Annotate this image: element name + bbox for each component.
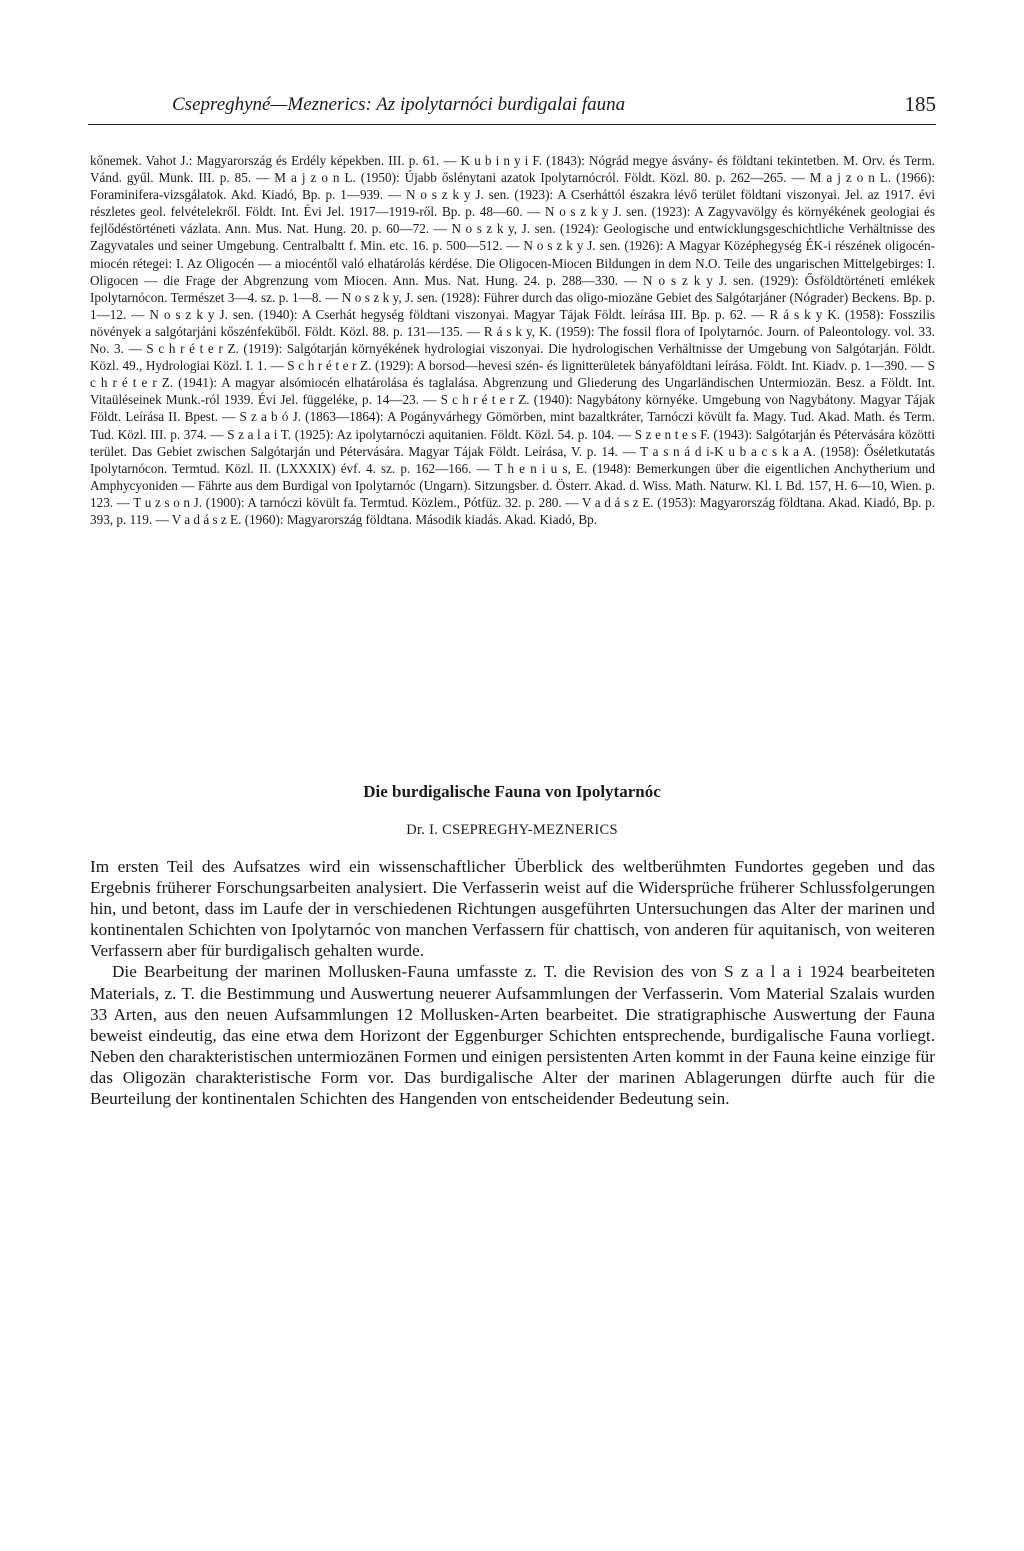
summary-paragraph-1: Im ersten Teil des Aufsatzes wird ein wissenschaftlicher Überblick des weltberühmten Fundortes gegeben und das Ergebnis früherer Forschungsarbeiten analysiert. Die Verfasserin weist auf die Widersprüche früherer Schlussfolgerungen hin, und betont, dass im Laufe der in verschiedenen Richtungen ausgeführten Untersuchungen das Alter der marinen und kontinentalen Schichten von Ipolytarnóc von manchen Verfassern für chattisch, von anderen für aquitanisch, von weiteren Verfassern aber für burdigalisch gehalten wurde. (90, 857, 935, 961)
summary-author: Dr. I. CSEPREGHY-MEZNERICS (406, 822, 618, 838)
summary-paragraph-2: Die Bearbeitung der marinen Mollusken-Fauna umfasste z. T. die Revision des von S z a l a i 1924 bearbeiteten Materials, z. T. die Bestimmung und Auswertung neuerer Aufsammlungen der Verfasserin. Vom Material Szalais wurden 33 Arten, aus den neuen Aufsammlungen 12 Mollusken-Arten bearbeitet. Die stratigraphische Auswertung der Fauna beweist eindeutig, das eine etwa dem Horizont der Eggenburger Schichten entsprechende, burdigalische Fauna vorliegt. Neben den charakteristischen untermiozänen Formen und einigen persistenten Arten kommt in der Fauna keine einzige für das Oligozän charakteristische Form vor. Das burdigalische Alter der marinen Ablagerungen dürfte auch für die Beurteilung der kontinentalen Schichten des Hangenden von entscheidender Bedeutung sein. (90, 962, 935, 1109)
page-number: 185 (904, 92, 936, 116)
running-header (88, 90, 936, 125)
references-list: kőnemek. Vahot J.: Magyarország és Erdély képekben. III. p. 61. — K u b i n y i F. (1843): Nógrád megye ásvány- és földtani tekintetben. M. Orv. és Term. Vánd. gyűl. Munk. III. p. 85. — M a j z o n L. (1950): Újabb őslénytani azatok Ipolytarnócról. Földt. Közl. 80. p. 262—265. — M a j z o n L. (1966): Foraminifera-vizsgálatok. Akd. Kiadó, Bp. p. 1—939. — N o s z k y J. sen. (1923): A Cserháttól északra lévő terület földtani viszonyai. Jel. az 1917. évi részletes geol. felvételekről. Földt. Int. Évi Jel. 1917—1919-ről. Bp. p. 48—60. — N o s z k y J. sen. (1923): A Zagyvavölgy és környékének geologiai és fejlődéstörténeti vázlata. Ann. Mus. Nat. Hung. 20. p. 60—72. — N o s z k y, J. sen. (1924): Geologische und entwicklungsgeschichtliche Verhältnisse des Zagyvatales und seiner Umgebung. Centralbaltt f. Min. etc. 16. p. 500—512. — N o s z k y J. sen. (1926): A Magyar Középhegység ÉK-i részének oligocén-miocén rétegei: I. Az Oligocén — a miocéntől való elhatárolás kérdése. Die Oligocen-Miocen Bildungen in dem N.O. Teile des ungarischen Mittelgebirges: I. Oligocen — die Frage der Abgrenzung vom Miocen. Ann. Mus. Nat. Hung. 24. p. 288—330. — N o s z k y J. sen. (1929): Ősföldtörténeti emlékek Ipolytarnócon. Természet 3—4. sz. p. 1—8. — N o s z k y, J. sen. (1928): Führer durch das oligo-miozäne Gebiet des Salgótarjáner (Nógrader) Beckens. Bp. p. 1—12. — N o s z k y J. sen. (1940): A Cserhát hegység földtani viszonyai. Magyar Tájak Földt. leírása III. Bp. p. 62. — R á s k y K. (1958): Fosszilis növények a salgótarjáni kőszénfekűből. Földt. Közl. 88. p. 131—135. — R á s k y, K. (1959): The fossil flora of Ipolytarnóc. Journ. of Paleontology. vol. 33. No. 3. — S c h r é t e r Z. (1919): Salgótarján környékének hydrologiai viszonyai. Die hydrologischen Verhältnisse der Umgebung von Salgótarján. Földt. Közl. 49., Hydrologiai Közl. I. 1. — S c h r é t e r Z. (1929): A borsod—hevesi szén- és lignitterületek bányaföldtani leírása. Földt. Int. Kiadv. p. 1—390. — S c h r é t e r Z. (1941): A magyar alsómiocén elhatárolása és taglalása. Abgrenzung und Gliederung des Ungarländischen Untermiozän. Besz. a Földt. Int. Vitaüléseinek Munk.-ról 1939. Évi Jel. függeléke, p. 14—23. — S c h r é t e r Z. (1940): Nagybátony környéke. Umgebung von Nagybátony. Magyar Tájak Földt. Leírása II. Bpest. — S z a b ó J. (1863—1864): A Pogányvárhegy Gömörben, mint bazaltkráter, Tarnóczi kövült fa. Magy. Tud. Akad. Math. és Term. Tud. Közl. III. p. 374. — S z a l a i T. (1925): Az ipolytarnóczi aquitanien. Földt. Közl. 54. p. 104. — S z e n t e s F. (1943): Salgótarján és Pétervására közötti terület. Das Gebiet zwischen Salgótarján und Pétervására. Magyar Tájak Földt. Leírása, V. p. 14. — T a s n á d i-K u b a c s k a A. (1958): Őséletkutatás Ipolytarnócon. Termtud. Közl. II. (LXXXIX) évf. 4. sz. p. 162—166. — T h e n i u s, E. (1948): Bemerkungen über die eigentlichen Anchytherium und Amphycyoniden — Fährte aus dem Burdigal von Ipolytarnóc (Ungarn). Sitzungsber. d. Österr. Akad. d. Wiss. Math. Naturw. Kl. I. Bd. 157, H. 6—10, Wien. p. 123. — T u z s o n J. (1900): A tarnóczi kövült fa. Termtud. Közlem., Pótfüz. 32. p. 280. — V a d á s z E. (1953): Magyarország földtana. Akad. Kiadó, Bp. p. 393, p. 119. — V a d á s z E. (1960): Magyarország földtana. Második kiadás. Akad. Kiadó, Bp. (90, 153, 935, 527)
summary-body (90, 856, 935, 1109)
running-title: Csepreghyné—Meznerics: Az ipolytarnóci burdigalai fauna (172, 94, 626, 115)
summary-title: Die burdigalische Fauna von Ipolytarnóc (363, 782, 661, 801)
